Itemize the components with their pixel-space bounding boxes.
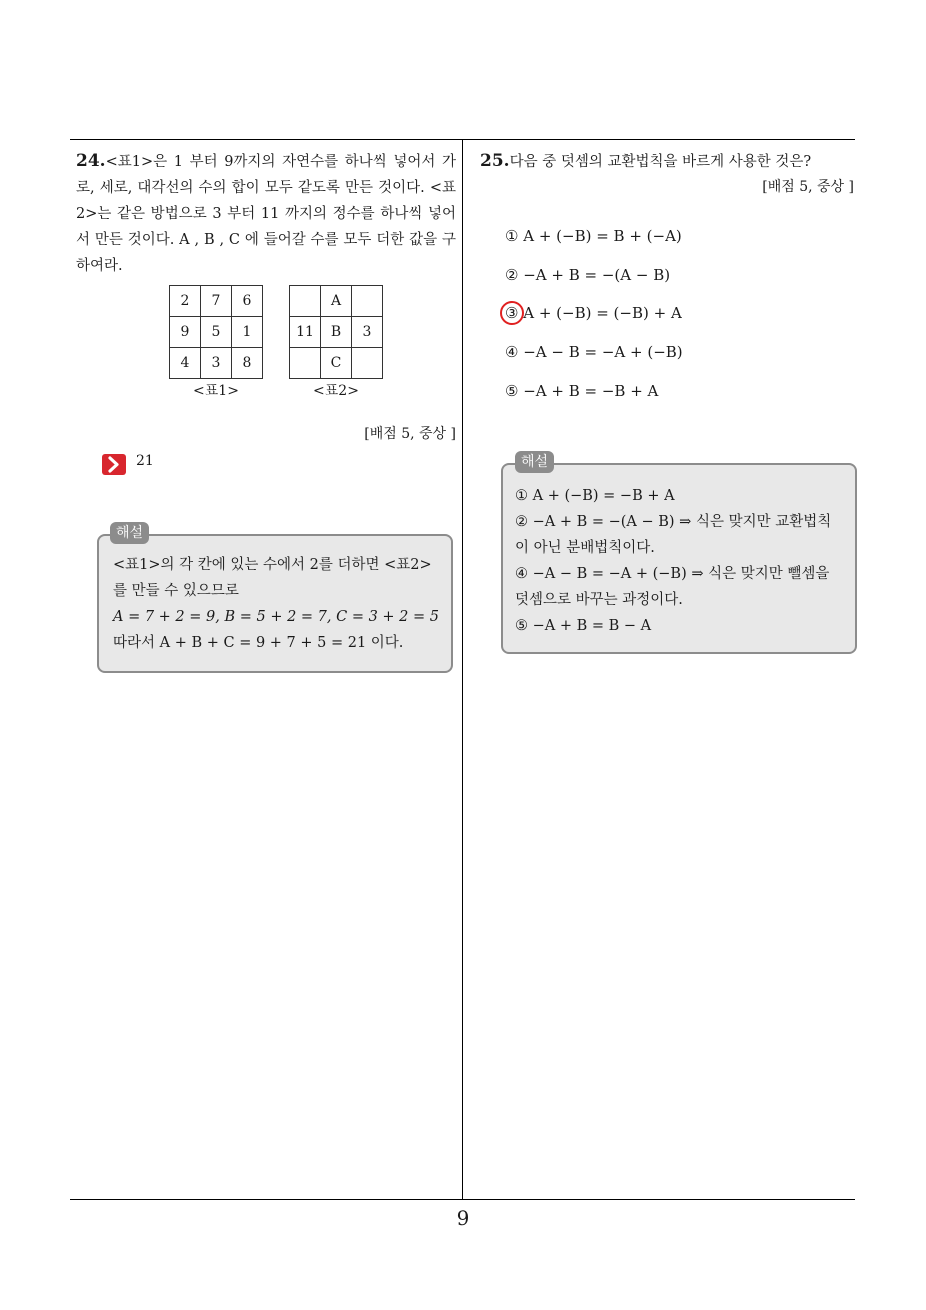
table-1 — [169, 285, 263, 379]
question-25-text: 다음 중 덧셈의 교환법칙을 바르게 사용한 것은? — [509, 154, 812, 170]
table-1-cell: 7 — [201, 286, 232, 317]
question-24-points: [배점 5, 중상 ] — [364, 426, 456, 442]
bottom-rule — [70, 1199, 855, 1200]
solution-line: ④ −A − B = −A + (−B) ⇒ 식은 맞지만 뺄셈을 덧셈으로 바꾸는 과정이다. — [515, 566, 830, 608]
table-2-cell: 3 — [352, 317, 383, 348]
choice-4: ④ −A − B = −A + (−B) — [505, 343, 683, 361]
table-2-cell: A — [321, 286, 352, 317]
question-24-solution — [97, 534, 453, 673]
table-2-cell — [352, 348, 383, 379]
table-1-caption: <표1> — [193, 383, 239, 399]
question-24-text: <표1>은 1 부터 9까지의 자연수를 하나씩 넣어서 가로, 세로, 대각선의 수의 합이 모두 같도록 만든 것이다. <표2>는 같은 방법으로 3 부터 11 까지의 정수를 하나씩 넣어서 만든 것이다. A , B , C 에 들어갈 수를 모두 더한 값을 구하여라. — [76, 154, 456, 274]
answer-arrow-icon — [102, 454, 126, 475]
page-number: 9 — [456, 1206, 470, 1230]
choice-1: ① A + (−B) = B + (−A) — [505, 227, 682, 245]
choice-5: ⑤ −A + B = −B + A — [505, 382, 659, 400]
table-1-cell: 9 — [170, 317, 201, 348]
solution-label: 해설 — [110, 522, 149, 544]
table-1-cell: 1 — [232, 317, 263, 348]
choice-2: ② −A + B = −(A − B) — [505, 266, 671, 284]
solution-line: ① A + (−B) = −B + A — [515, 488, 675, 504]
question-25-number: 25. — [480, 151, 510, 171]
table-1-cell: 5 — [201, 317, 232, 348]
question-24 — [76, 148, 456, 279]
table-1-cell: 3 — [201, 348, 232, 379]
solution-line: 따라서 A + B + C = 9 + 7 + 5 = 21 이다. — [113, 635, 404, 651]
question-24-answer: 21 — [136, 453, 154, 469]
table-2-caption: <표2> — [313, 383, 359, 399]
table-2 — [289, 285, 383, 379]
table-1-cell: 6 — [232, 286, 263, 317]
table-2-cell: C — [321, 348, 352, 379]
table-2-cell: B — [321, 317, 352, 348]
selected-answer-circle-icon — [500, 301, 524, 325]
solution-line: A = 7 + 2 = 9, B = 5 + 2 = 7, C = 3 + 2 = 5 — [113, 609, 439, 625]
table-2-cell — [290, 286, 321, 317]
solution-line: ⑤ −A + B = B − A — [515, 618, 652, 634]
table-2-cell — [352, 286, 383, 317]
table-1-cell: 8 — [232, 348, 263, 379]
table-1-cell: 2 — [170, 286, 201, 317]
solution-line: <표1>의 각 칸에 있는 수에서 2를 더하면 <표2>를 만들 수 있으므로 — [113, 557, 432, 599]
question-25-points: [배점 5, 중상 ] — [762, 179, 854, 195]
table-1-cell: 4 — [170, 348, 201, 379]
table-2-cell — [290, 348, 321, 379]
choice-3: ③ A + (−B) = (−B) + A — [505, 304, 682, 322]
table-2-cell: 11 — [290, 317, 321, 348]
question-25-solution — [501, 463, 857, 654]
question-25 — [480, 148, 856, 175]
solution-line: ② −A + B = −(A − B) ⇒ 식은 맞지만 교환법칙이 아닌 분배법칙이다. — [515, 514, 832, 556]
solution-label: 해설 — [515, 451, 554, 473]
column-divider — [462, 139, 463, 1200]
question-24-number: 24. — [76, 151, 106, 171]
